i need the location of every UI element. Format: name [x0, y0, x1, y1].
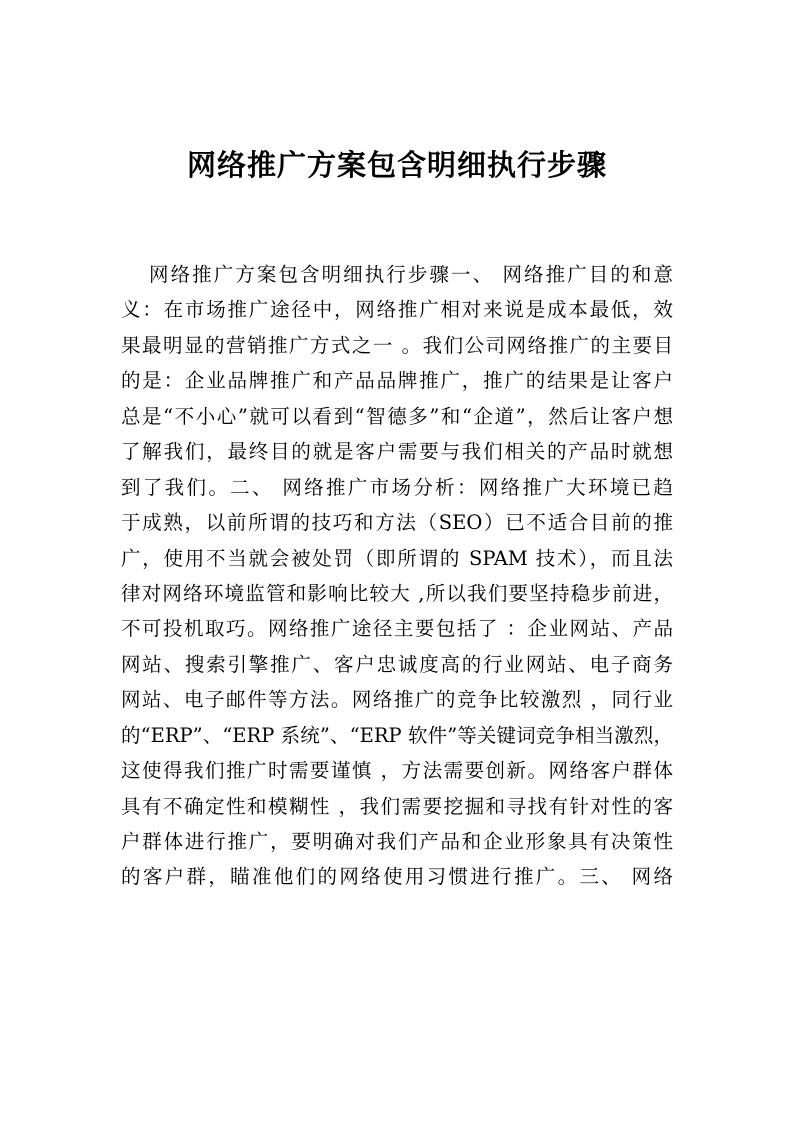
body-line: 了解我们，最终目的就是客户需要与我们相关的产品时就想	[121, 440, 673, 464]
body-line: 总是“不小心”就可以看到“智德多”和“企道”，然后让客户想	[121, 404, 673, 428]
body-line: 的客户群，瞄准他们的网络使用习惯进行推广。三、 网络	[121, 865, 673, 889]
body-line: 不可投机取巧。网络推广途径主要包括了 ：企业网站、产品	[121, 617, 673, 641]
document-body	[121, 257, 673, 895]
body-line: 果最明显的营销推广方式之一 。我们公司网络推广的主要目	[121, 333, 673, 357]
body-line: 于成熟，以前所谓的技巧和方法（SEO）已不适合目前的推	[121, 511, 673, 535]
body-line: 律对网络环境监管和影响比较大 ,所以我们要坚持稳步前进，	[121, 581, 673, 605]
body-line: 义：在市场推广途径中，网络推广相对来说是成本最低，效	[121, 298, 673, 322]
body-line: 具有不确定性和模糊性 ，我们需要挖掘和寻找有针对性的客	[121, 794, 673, 818]
body-line: 的“ERP”、“ERP 系统”、“ERP 软件”等关键词竞争相当激烈，	[121, 723, 673, 747]
document-title: 网络推广方案包含明细执行步骤	[186, 148, 607, 182]
body-line: 网站、搜索引擎推广、客户忠诚度高的行业网站、电子商务	[121, 652, 673, 676]
body-line: 的是：企业品牌推广和产品品牌推广，推广的结果是让客户	[121, 369, 673, 393]
body-line: 广，使用不当就会被处罚（即所谓的 SPAM 技术），而且法	[121, 546, 673, 570]
body-line: 这使得我们推广时需要谨慎 ，方法需要创新。网络客户群体	[121, 759, 673, 783]
body-line: 网站、电子邮件等方法。网络推广的竞争比较激烈 ，同行业	[121, 688, 673, 712]
body-line: 户群体进行推广，要明确对我们产品和企业形象具有决策性	[121, 830, 673, 853]
body-line: 到了我们。二、 网络推广市场分析：网络推广大环境已趋	[121, 475, 673, 499]
body-line: 网络推广方案包含明细执行步骤一、 网络推广目的和意	[149, 263, 673, 286]
